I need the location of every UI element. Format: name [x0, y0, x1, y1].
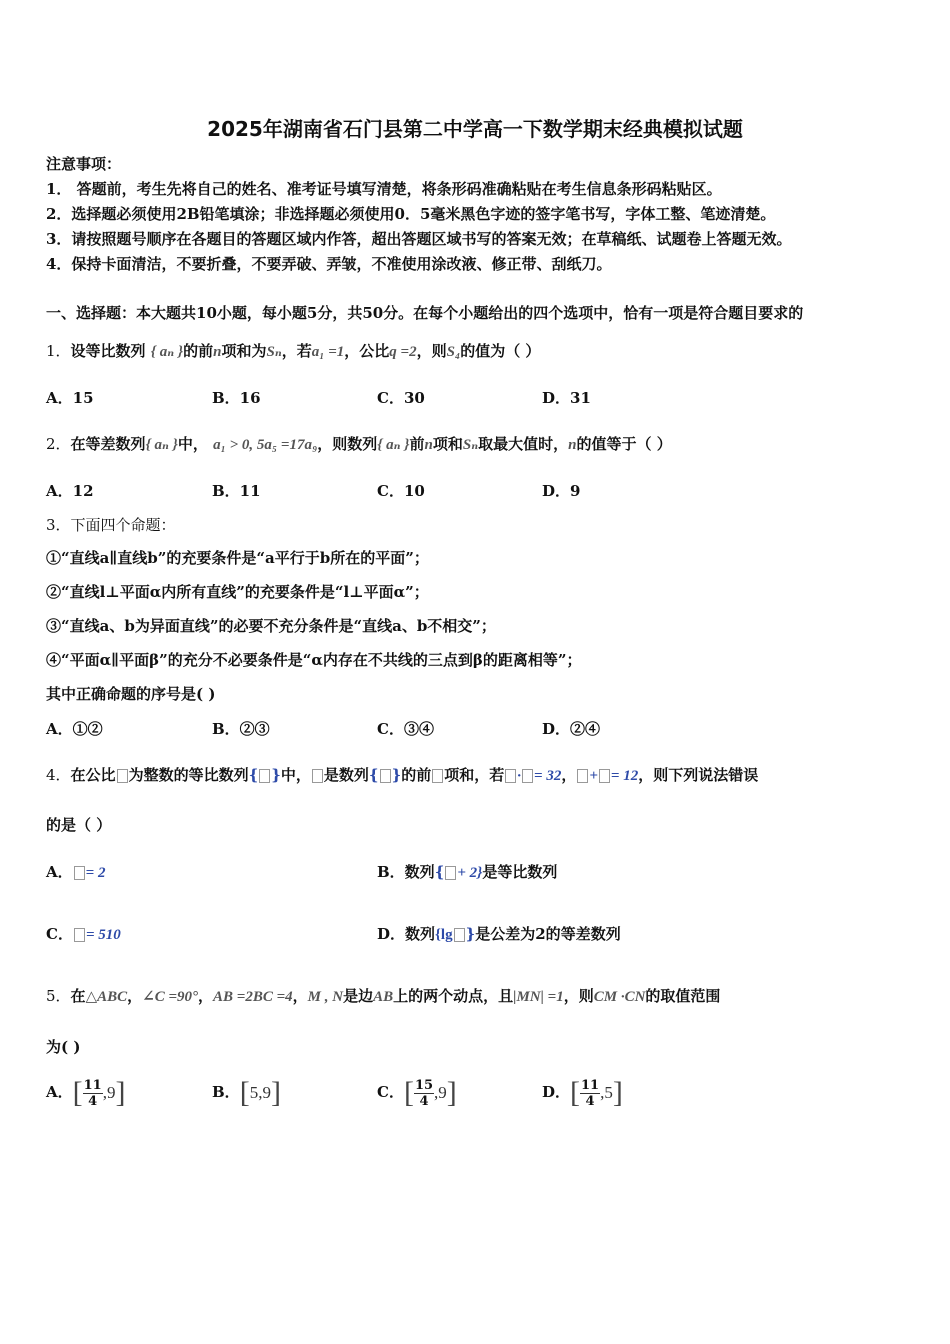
page-title: 2025年湖南省石门县第二中学高一下数学期末经典模拟试题: [207, 117, 743, 141]
option-a: A．15: [46, 389, 94, 407]
section-heading: 一、选择题：本大题共10小题，每小题5分，共50分。在每个小题给出的四个选项中，恰有一项是符合题目要求的: [46, 304, 804, 322]
question-number: 5．: [46, 987, 71, 1005]
notice-item: 3．请按照题号顺序在各题目的答题区域内作答，超出答题区域书写的答案无效；在草稿纸、试题卷上答题无效。: [46, 230, 792, 248]
option-a: A．[ $\frac{11}{4}$ ,9]: [46, 1076, 126, 1109]
option-d: D．②④: [542, 720, 601, 738]
option-a: A．12: [46, 482, 94, 500]
question-number: 4．: [46, 766, 71, 784]
option-c: C．10: [377, 482, 425, 500]
question-1: 1．设等比数列 { aₙ }的前n项和为Sₙ，若a₁ =1，公比q =2，则S₄的值为（ ）: [46, 342, 541, 360]
math-expression: a₁ > 0, 5a₅ =17a₉: [213, 437, 318, 453]
option-b: B．②③: [212, 720, 270, 738]
option-b: B．11: [212, 482, 261, 500]
option-d: D．[ $\frac{11}{4}$ ,5]: [542, 1076, 623, 1109]
notice-item: 1． 答题前，考生先将自己的姓名、准考证号填写清楚，将条形码准确粘贴在考生信息条形码粘贴区。: [46, 180, 722, 198]
question-3: 3．下面四个命题：: [46, 516, 176, 534]
option-d: D．数列{lg }是公差为2的等差数列: [377, 925, 621, 943]
proposition: ③“直线a、b为异面直线”的必要不充分条件是“直线a、b不相交”；: [46, 617, 496, 635]
question-4-cont: 的是（ ）: [46, 816, 112, 834]
notice-item: 2．选择题必须使用2B铅笔填涂；非选择题必须使用0．5毫米黑色字迹的签字笔书写，字体工整、笔迹清楚。: [46, 205, 776, 223]
question-5: 5．在△ABC，∠C =90°，AB =2BC =4，M , N是边AB上的两个动点，且|MN| =1，则CM ·CN的取值范围: [46, 987, 721, 1005]
option-a: A． = 2: [46, 863, 106, 881]
question-2: 2．在等差数列{ aₙ }中， a₁ > 0, 5a₅ =17a₉，则数列{ aₙ }前n项和Sₙ取最大值时，n的值等于（ ）: [46, 435, 672, 453]
question-5-cont: 为( ): [46, 1038, 81, 1056]
question-prompt: 其中正确命题的序号是( ): [46, 685, 216, 703]
option-c: C．③④: [377, 720, 434, 738]
notice-heading: 注意事项：: [46, 155, 122, 173]
option-b: B．[5,9]: [212, 1076, 281, 1109]
question-number: 1．: [46, 342, 71, 360]
option-d: D．31: [542, 389, 591, 407]
math-expression: { aₙ }: [150, 344, 184, 360]
proposition: ②“直线l⊥平面α内所有直线”的充要条件是“l⊥平面α”；: [46, 583, 429, 601]
option-a: A．①②: [46, 720, 103, 738]
option-c: C． = 510: [46, 925, 121, 943]
proposition: ①“直线a∥直线b”的充要条件是“a平行于b所在的平面”；: [46, 549, 429, 567]
option-c: C．[ $\frac{15}{4}$ ,9]: [377, 1076, 457, 1109]
option-d: D．9: [542, 482, 581, 500]
option-b: B．16: [212, 389, 261, 407]
option-b: B．数列{ + 2}是等比数列: [377, 863, 558, 881]
question-4: 4．在公比 为整数的等比数列{ }中， 是数列{ }的前 项和，若 · = 32， + = 12，则下列说法错误: [46, 766, 759, 784]
notice-item: 4．保持卡面清洁，不要折叠，不要弄破、弄皱，不准使用涂改液、修正带、刮纸刀。: [46, 255, 612, 273]
option-c: C．30: [377, 389, 425, 407]
question-number: 2．: [46, 435, 71, 453]
proposition: ④“平面α∥平面β”的充分不必要条件是“α内存在不共线的三点到β的距离相等”；: [46, 651, 582, 669]
